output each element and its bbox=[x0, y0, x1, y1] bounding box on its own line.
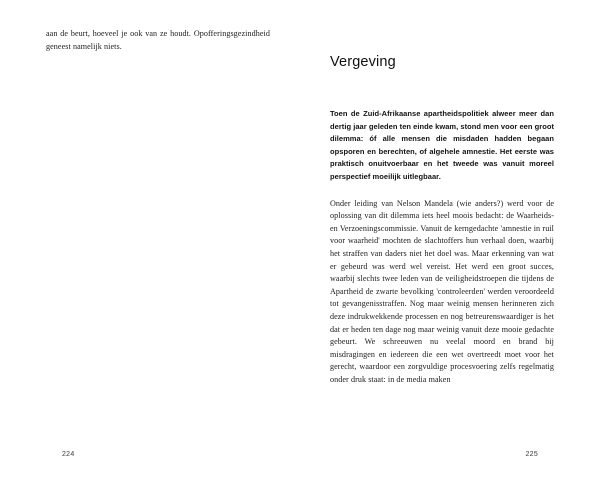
right-page bbox=[300, 0, 600, 480]
chapter-title: Vergeving bbox=[330, 54, 396, 70]
chapter-lead-paragraph: Toen de Zuid-Afrikaanse apartheidspolitiek alweer meer dan dertig jaar geleden ten einde kwam, stond men voor een groot dilemma: óf alle mensen die misdaden hadden begaan opsporen en berechten, of algehele amnestie. Het eerste was praktisch onuitvoerbaar en het tweede was vanuit moreel perspectief moeilijk uitlegbaar. bbox=[330, 109, 554, 181]
right-page-folio: 225 bbox=[525, 451, 538, 458]
left-page-continued-paragraph: aan de beurt, hoeveel je ook van ze houdt. Opofferingsgezindheid geneest namelijk niets. bbox=[46, 29, 270, 51]
left-page-folio: 224 bbox=[62, 451, 75, 458]
chapter-main-paragraph: Onder leiding van Nelson Mandela (wie anders?) werd voor de oplossing van dit dilemma iets heel moois bedacht: de Waarheids- en Verzoeningscommissie. Vanuit de kerngedachte 'amnestie in ruil voor waarheid' mochten de slachtoffers hun verhaal doen, waarbij het straffen van daders niet het doel was. Maar erkenning van wat er gebeurd was werd wel vereist. Het werd een groot succes, waarbij slechts twee leden van de veiligheidstroepen die tijdens de Apartheid de zwarte bevolking 'controleerden' werden veroordeeld tot gevangenisstraffen. Nog maar weinig mensen herinneren zich deze indrukwekkende processen en nog betreurenswaardiger is het dat er heden ten dage nog maar weinig vanuit deze mooie gedachte gebeurt. We schreeuwen nu veelal moord en brand bij misdragingen en iedereen die een wet overtreedt moet voor het gerecht, waardoor een zorgvuldige procesvoering zelfs regelmatig onder druk staat: in de media maken bbox=[330, 198, 554, 384]
